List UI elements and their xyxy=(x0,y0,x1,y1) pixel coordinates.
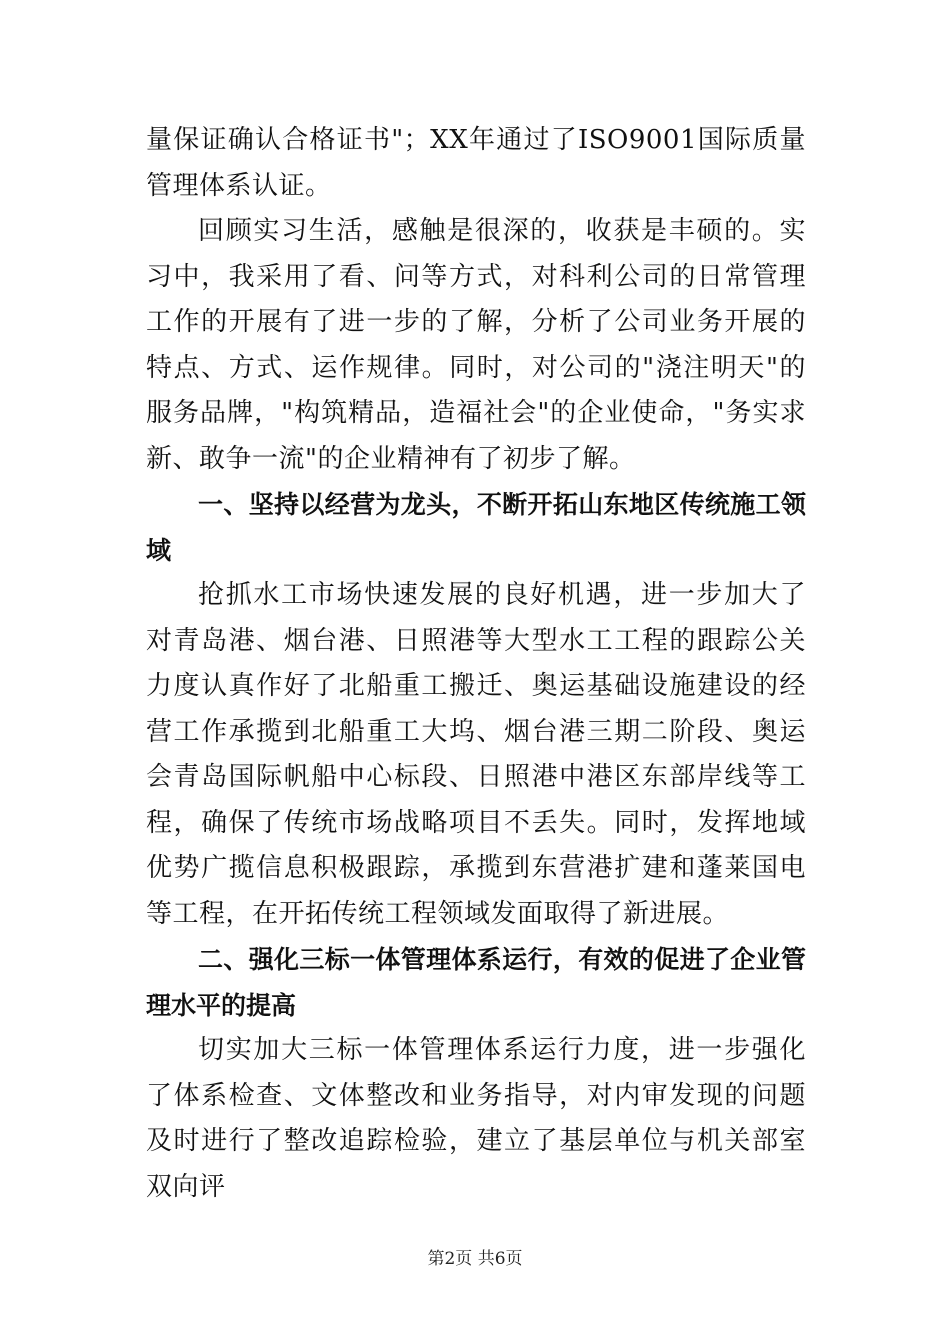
page-number-footer: 第2页 共6页 xyxy=(427,1249,523,1269)
section-heading-1: 一、坚持以经营为龙头，不断开拓山东地区传统施工领域 xyxy=(146,490,806,565)
paragraph-management-system: 切实加大三标一体管理体系运行力度，进一步强化了体系检查、文体整改和业务指导，对内审发现的问题及时进行了整改追踪检验，建立了基层单位与机关部室双向评 xyxy=(146,1035,806,1202)
paragraph-internship-review: 回顾实习生活，感触是很深的，收获是丰硕的。实习中，我采用了看、问等方式，对科利公司的日常管理工作的开展有了进一步的了解，分析了公司业务开展的特点、方式、运作规律。同时，对公司的"浇注明天"的服务品牌，"构筑精品，造福社会"的企业使命，"务实求新、敢争一流"的企业精神有了初步了解。 xyxy=(146,216,806,474)
paragraph-continuation: 量保证确认合格证书"；XX年通过了ISO9001国际质量管理体系认证。 xyxy=(146,125,806,201)
document-body xyxy=(146,118,806,1210)
paragraph-market-expansion: 抢抓水工市场快速发展的良好机遇，进一步加大了对青岛港、烟台港、日照港等大型水工工程的跟踪公关力度认真作好了北船重工搬迁、奥运基础设施建设的经营工作承揽到北船重工大坞、烟台港三期二阶段、奥运会青岛国际帆船中心标段、日照港中港区东部岸线等工程，确保了传统市场战略项目不丢失。同时，发挥地域优势广揽信息积极跟踪，承揽到东营港扩建和蓬莱国电等工程，在开拓传统工程领域发面取得了新进展。 xyxy=(146,580,806,929)
section-heading-2: 二、强化三标一体管理体系运行，有效的促进了企业管理水平的提高 xyxy=(146,945,806,1020)
